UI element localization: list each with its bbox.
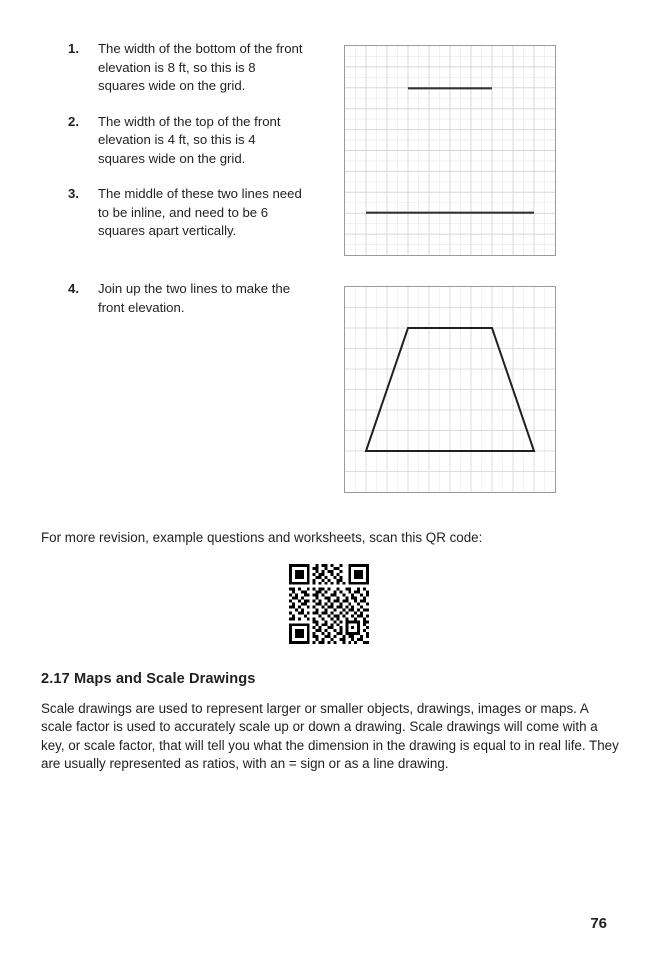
section-heading: 2.17 Maps and Scale Drawings <box>41 671 256 687</box>
list-item <box>68 113 318 169</box>
list-item-number: 1. <box>68 41 79 56</box>
list-item <box>68 280 318 317</box>
instruction-steps-group-1 <box>68 40 318 258</box>
section-body-text: Scale drawings are used to represent larger or smaller objects, drawings, images or maps. A scale factor is used to accurately scale up or down a drawing. Scale drawings will come with a key, or scale factor, that will tell you what the dimension in the drawing is equal to in real life. They are usually represented as ratios, with an = sign or as a line drawing. <box>41 701 619 771</box>
qr-code <box>286 561 372 647</box>
list-item-text: The middle of these two lines need to be inline, and need to be 6 squares apart vertically. <box>98 186 302 238</box>
list-item-number: 3. <box>68 186 79 201</box>
qr-code-icon <box>286 561 372 647</box>
list-item-text: The width of the bottom of the front elevation is 8 ft, so this is 8 squares wide on the grid. <box>98 41 303 93</box>
list-item-number: 2. <box>68 113 79 129</box>
list-item-text: The width of the top of the front elevation is 4 ft, so this is 4 squares wide on the grid. <box>98 113 281 166</box>
grid-lines-svg <box>345 46 555 255</box>
list-item-number: 4. <box>68 281 79 296</box>
diagram-two-lines-grid <box>344 45 556 256</box>
list-item-text: Join up the two lines to make the front elevation. <box>98 281 291 315</box>
instruction-steps-group-2 <box>68 280 318 334</box>
diagram-trapezium-grid <box>344 286 556 493</box>
list-item <box>68 40 318 96</box>
list-item <box>68 185 318 241</box>
page-number: 76 <box>590 915 607 932</box>
qr-caption: For more revision, example questions and worksheets, scan this QR code: <box>41 530 483 545</box>
grid-shape-svg <box>345 287 555 492</box>
